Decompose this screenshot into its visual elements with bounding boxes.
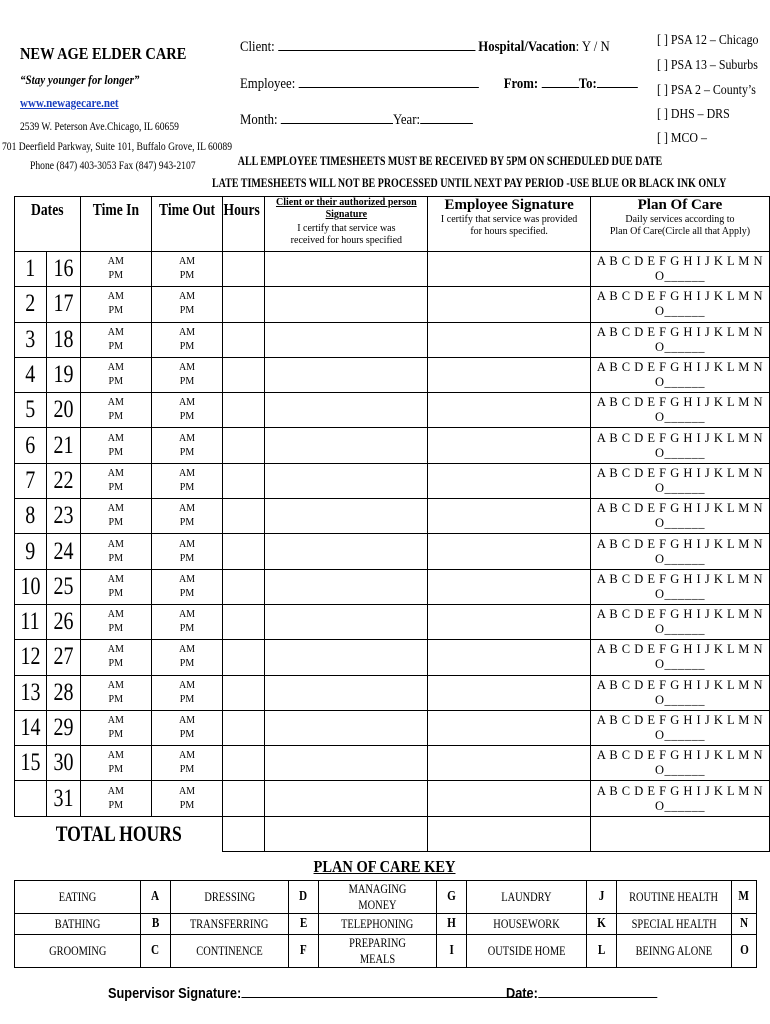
hours-cell[interactable]: [223, 746, 265, 781]
psa-option-suburbs[interactable]: [ ] PSA 13 – Suburbs: [657, 58, 758, 73]
time-out-cell[interactable]: AM PM: [151, 781, 222, 816]
key-activity: LAUNDRY: [467, 881, 587, 914]
key-letter: N: [732, 914, 757, 935]
client-signature-cell[interactable]: [265, 428, 428, 463]
time-in-cell[interactable]: AM PM: [80, 463, 151, 498]
key-letter: I: [437, 935, 467, 968]
key-activity: BEINNG ALONE: [617, 935, 732, 968]
time-out-cell[interactable]: AM PM: [151, 710, 222, 745]
time-in-cell[interactable]: AM PM: [80, 569, 151, 604]
key-letter: G: [437, 881, 467, 914]
supervisor-signature-line[interactable]: [241, 985, 528, 998]
key-letter: O: [732, 935, 757, 968]
hours-cell[interactable]: [223, 393, 265, 428]
month-line[interactable]: [281, 111, 393, 124]
key-letter: C: [141, 935, 171, 968]
plan-of-care-cell[interactable]: A B C D E F G H I J K L M N O______: [590, 499, 769, 534]
hospital-vacation-label: Hospital/Vacation: [478, 39, 576, 55]
psa-option-chicago[interactable]: [ ] PSA 12 – Chicago: [657, 33, 759, 48]
employee-field[interactable]: [240, 75, 638, 93]
company-name: NEW AGE ELDER CARE: [20, 44, 187, 63]
table-row: [15, 499, 770, 534]
dhs-drs-option[interactable]: [ ] DHS – DRS: [657, 107, 730, 122]
client-signature-cell[interactable]: [265, 604, 428, 639]
key-activity: HOUSEWORK: [467, 914, 587, 935]
psa-option-county[interactable]: [ ] PSA 2 – County’s: [657, 83, 756, 98]
year-line[interactable]: [420, 111, 473, 124]
employee-signature-cell[interactable]: [428, 746, 591, 781]
supervisor-signature-label: Supervisor Signature:: [108, 985, 242, 1002]
table-row: [15, 428, 770, 463]
client-signature-cell[interactable]: [265, 746, 428, 781]
hours-cell[interactable]: [223, 428, 265, 463]
client-signature-header: Client or their authorized person Signature I certify that service was received for hours specified: [265, 197, 428, 252]
date-cell: [15, 781, 47, 816]
date-cell: 11: [15, 604, 47, 639]
time-in-cell[interactable]: AM PM: [80, 393, 151, 428]
time-out-cell[interactable]: AM PM: [151, 746, 222, 781]
table-row: [15, 322, 770, 357]
table-row: [15, 710, 770, 745]
time-in-header: Time In: [80, 197, 151, 252]
hospital-yn[interactable]: : Y / N: [575, 39, 610, 55]
key-letter: A: [141, 881, 171, 914]
employee-signature-cell[interactable]: [428, 604, 591, 639]
plan-of-care-cell[interactable]: A B C D E F G H I J K L M N O______: [590, 252, 769, 287]
key-letter: J: [587, 881, 617, 914]
time-out-cell[interactable]: AM PM: [151, 534, 222, 569]
key-activity: EATING: [15, 881, 141, 914]
plan-of-care-cell[interactable]: A B C D E F G H I J K L M N O______: [590, 428, 769, 463]
employee-signature-cell[interactable]: [428, 322, 591, 357]
key-activity: CONTINENCE: [171, 935, 289, 968]
client-signature-cell[interactable]: [265, 640, 428, 675]
date-cell: 18: [46, 322, 80, 357]
time-in-cell[interactable]: AM PM: [80, 640, 151, 675]
table-row: [15, 781, 770, 816]
time-in-cell[interactable]: AM PM: [80, 604, 151, 639]
hours-cell[interactable]: [223, 675, 265, 710]
plan-of-care-cell[interactable]: A B C D E F G H I J K L M N O______: [590, 322, 769, 357]
client-signature-cell[interactable]: [265, 781, 428, 816]
total-hours-label: TOTAL HOURS: [55, 821, 182, 846]
timesheet-table: [14, 196, 770, 852]
time-out-cell[interactable]: AM PM: [151, 393, 222, 428]
table-row: [15, 463, 770, 498]
client-field[interactable]: [240, 38, 610, 56]
employee-signature-cell[interactable]: [428, 710, 591, 745]
key-activity: ROUTINE HEALTH: [617, 881, 732, 914]
key-activity: GROOMING: [15, 935, 141, 968]
plan-of-care-cell[interactable]: A B C D E F G H I J K L M N O______: [590, 393, 769, 428]
employee-signature-cell[interactable]: [428, 252, 591, 287]
employee-signature-cell[interactable]: [428, 428, 591, 463]
employee-signature-cell[interactable]: [428, 781, 591, 816]
date-cell: 26: [46, 604, 80, 639]
table-header-row: [15, 197, 770, 252]
client-signature-cell[interactable]: [265, 569, 428, 604]
date-cell: 15: [15, 746, 47, 781]
plan-of-care-key-table: [14, 880, 757, 968]
time-out-cell[interactable]: AM PM: [151, 357, 222, 392]
key-activity: TRANSFERRING: [171, 914, 289, 935]
date-cell: 9: [15, 534, 47, 569]
employee-signature-cell[interactable]: [428, 675, 591, 710]
month-year-field[interactable]: [240, 111, 473, 129]
time-out-cell[interactable]: AM PM: [151, 640, 222, 675]
table-row: [15, 675, 770, 710]
total-employee-cell: [428, 816, 591, 851]
key-row: [15, 935, 757, 968]
hours-cell[interactable]: [223, 499, 265, 534]
key-activity: DRESSING: [171, 881, 289, 914]
time-in-cell[interactable]: AM PM: [80, 675, 151, 710]
date-cell: 16: [46, 252, 80, 287]
table-row: [15, 287, 770, 322]
address-buffalo-grove: 701 Deerfield Parkway, Suite 101, Buffalo Grove, IL 60089: [2, 139, 232, 153]
date-cell: 24: [46, 534, 80, 569]
date-cell: 22: [46, 463, 80, 498]
date-cell: 8: [15, 499, 47, 534]
date-cell: 19: [46, 357, 80, 392]
company-slogan: “Stay younger for longer”: [20, 72, 140, 87]
date-cell: 7: [15, 463, 47, 498]
employee-signature-cell[interactable]: [428, 499, 591, 534]
mco-option[interactable]: [ ] MCO –: [657, 131, 707, 146]
time-out-cell[interactable]: AM PM: [151, 322, 222, 357]
to-label: To:: [578, 76, 597, 92]
employee-signature-cell[interactable]: [428, 463, 591, 498]
client-signature-cell[interactable]: [265, 534, 428, 569]
plan-of-care-header: Plan Of Care Daily services according to Plan Of Care(Circle all that Apply): [590, 197, 769, 252]
date-cell: 6: [15, 428, 47, 463]
phone-fax: Phone (847) 403-3053 Fax (847) 943-2107: [30, 158, 196, 172]
from-label: From:: [503, 76, 539, 92]
client-signature-cell[interactable]: [265, 322, 428, 357]
date-cell: 14: [15, 710, 47, 745]
key-letter: K: [587, 914, 617, 935]
table-row: [15, 357, 770, 392]
time-in-cell[interactable]: AM PM: [80, 428, 151, 463]
hours-header: Hours: [223, 197, 265, 252]
time-in-cell[interactable]: AM PM: [80, 322, 151, 357]
plan-of-care-cell[interactable]: A B C D E F G H I J K L M N O______: [590, 463, 769, 498]
date-cell: 23: [46, 499, 80, 534]
date-cell: 3: [15, 322, 47, 357]
date-cell: 12: [15, 640, 47, 675]
employee-signature-cell[interactable]: [428, 357, 591, 392]
year-label: Year:: [392, 112, 420, 128]
date-cell: 5: [15, 393, 47, 428]
hours-cell[interactable]: [223, 604, 265, 639]
date-cell: 25: [46, 569, 80, 604]
plan-of-care-cell[interactable]: A B C D E F G H I J K L M N O______: [590, 357, 769, 392]
key-activity: BATHING: [15, 914, 141, 935]
plan-of-care-cell[interactable]: A B C D E F G H I J K L M N O______: [590, 746, 769, 781]
time-out-cell[interactable]: AM PM: [151, 569, 222, 604]
employee-label: Employee:: [240, 76, 296, 92]
plan-of-care-cell[interactable]: A B C D E F G H I J K L M N O______: [590, 604, 769, 639]
time-in-cell[interactable]: AM PM: [80, 746, 151, 781]
date-field[interactable]: [506, 985, 657, 1002]
key-activity: TELEPHONING: [319, 914, 437, 935]
client-signature-cell[interactable]: [265, 710, 428, 745]
key-activity: OUTSIDE HOME: [467, 935, 587, 968]
client-signature-cell[interactable]: [265, 463, 428, 498]
plan-of-care-cell[interactable]: A B C D E F G H I J K L M N O______: [590, 287, 769, 322]
key-activity: SPECIAL HEALTH: [617, 914, 732, 935]
late-notice: LATE TIMESHEETS WILL NOT BE PROCESSED UNTIL NEXT PAY PERIOD -USE BLUE OR BLACK INK ONLY: [212, 176, 727, 190]
date-cell: 10: [15, 569, 47, 604]
plan-of-care-key-title: PLAN OF CARE KEY: [314, 857, 456, 876]
employee-signature-cell[interactable]: [428, 393, 591, 428]
key-row: [15, 914, 757, 935]
month-label: Month:: [240, 112, 278, 128]
key-letter: L: [587, 935, 617, 968]
hours-cell[interactable]: [223, 710, 265, 745]
key-activity: PREPARING MEALS: [319, 935, 437, 968]
table-row: [15, 534, 770, 569]
time-in-cell[interactable]: AM PM: [80, 357, 151, 392]
hours-cell[interactable]: [223, 781, 265, 816]
key-letter: B: [141, 914, 171, 935]
plan-of-care-cell[interactable]: A B C D E F G H I J K L M N O______: [590, 534, 769, 569]
hours-cell[interactable]: [223, 322, 265, 357]
hours-cell[interactable]: [223, 534, 265, 569]
address-chicago: 2539 W. Peterson Ave.Chicago, IL 60659: [20, 119, 179, 133]
employee-line[interactable]: [298, 75, 478, 88]
client-signature-cell[interactable]: [265, 252, 428, 287]
from-line[interactable]: [541, 75, 578, 88]
employee-signature-cell[interactable]: [428, 534, 591, 569]
time-out-cell[interactable]: AM PM: [151, 499, 222, 534]
plan-of-care-cell[interactable]: A B C D E F G H I J K L M N O______: [590, 710, 769, 745]
client-signature-cell[interactable]: [265, 357, 428, 392]
time-out-cell[interactable]: AM PM: [151, 604, 222, 639]
date-cell: 13: [15, 675, 47, 710]
time-out-cell[interactable]: AM PM: [151, 252, 222, 287]
employee-signature-header: Employee Signature I certify that service was provided for hours specified.: [428, 197, 591, 252]
plan-of-care-cell[interactable]: A B C D E F G H I J K L M N O______: [590, 640, 769, 675]
deadline-notice: ALL EMPLOYEE TIMESHEETS MUST BE RECEIVED BY 5PM ON SCHEDULED DUE DATE: [237, 154, 663, 168]
hours-cell[interactable]: [223, 463, 265, 498]
plan-of-care-cell[interactable]: A B C D E F G H I J K L M N O______: [590, 781, 769, 816]
date-cell: 2: [15, 287, 47, 322]
employee-signature-cell[interactable]: [428, 287, 591, 322]
date-line[interactable]: [538, 985, 657, 998]
date-cell: 30: [46, 746, 80, 781]
key-letter: F: [289, 935, 319, 968]
time-in-cell[interactable]: AM PM: [80, 287, 151, 322]
key-letter: H: [437, 914, 467, 935]
supervisor-signature-field[interactable]: [108, 985, 528, 1002]
hours-cell[interactable]: [223, 357, 265, 392]
hours-cell[interactable]: [223, 640, 265, 675]
hours-cell[interactable]: [223, 252, 265, 287]
table-row: [15, 640, 770, 675]
employee-signature-cell[interactable]: [428, 640, 591, 675]
dates-header: Dates: [15, 197, 81, 252]
time-out-header: Time Out: [151, 197, 222, 252]
table-row: [15, 252, 770, 287]
time-out-cell[interactable]: AM PM: [151, 463, 222, 498]
total-hours-row: [15, 816, 770, 851]
date-cell: 31: [46, 781, 80, 816]
table-row: [15, 569, 770, 604]
client-signature-cell[interactable]: [265, 499, 428, 534]
date-cell: 29: [46, 710, 80, 745]
hours-cell[interactable]: [223, 287, 265, 322]
date-label: Date:: [506, 985, 538, 1002]
total-plan-cell: [590, 816, 769, 851]
time-out-cell[interactable]: AM PM: [151, 675, 222, 710]
time-in-cell[interactable]: AM PM: [80, 534, 151, 569]
client-signature-cell[interactable]: [265, 287, 428, 322]
key-letter: M: [732, 881, 757, 914]
client-signature-cell[interactable]: [265, 393, 428, 428]
key-letter: D: [289, 881, 319, 914]
date-cell: 20: [46, 393, 80, 428]
time-out-cell[interactable]: AM PM: [151, 287, 222, 322]
date-cell: 27: [46, 640, 80, 675]
company-website-link[interactable]: www.newagecare.net: [20, 95, 119, 110]
to-line[interactable]: [597, 75, 638, 88]
key-row: [15, 881, 757, 914]
key-letter: E: [289, 914, 319, 935]
client-line[interactable]: [278, 38, 475, 51]
total-hours-cell[interactable]: [223, 816, 265, 851]
date-cell: 4: [15, 357, 47, 392]
time-out-cell[interactable]: AM PM: [151, 428, 222, 463]
plan-of-care-cell[interactable]: A B C D E F G H I J K L M N O______: [590, 569, 769, 604]
key-activity: MANAGING MONEY: [319, 881, 437, 914]
hours-cell[interactable]: [223, 569, 265, 604]
table-row: [15, 746, 770, 781]
date-cell: 28: [46, 675, 80, 710]
date-cell: 17: [46, 287, 80, 322]
date-cell: 1: [15, 252, 47, 287]
plan-of-care-cell[interactable]: A B C D E F G H I J K L M N O______: [590, 675, 769, 710]
client-signature-cell[interactable]: [265, 675, 428, 710]
time-in-cell[interactable]: AM PM: [80, 710, 151, 745]
client-label: Client:: [240, 39, 275, 55]
total-client-cell: [265, 816, 428, 851]
time-in-cell[interactable]: AM PM: [80, 781, 151, 816]
table-row: [15, 393, 770, 428]
employee-signature-cell[interactable]: [428, 569, 591, 604]
table-row: [15, 604, 770, 639]
date-cell: 21: [46, 428, 80, 463]
time-in-cell[interactable]: AM PM: [80, 499, 151, 534]
time-in-cell[interactable]: AM PM: [80, 252, 151, 287]
